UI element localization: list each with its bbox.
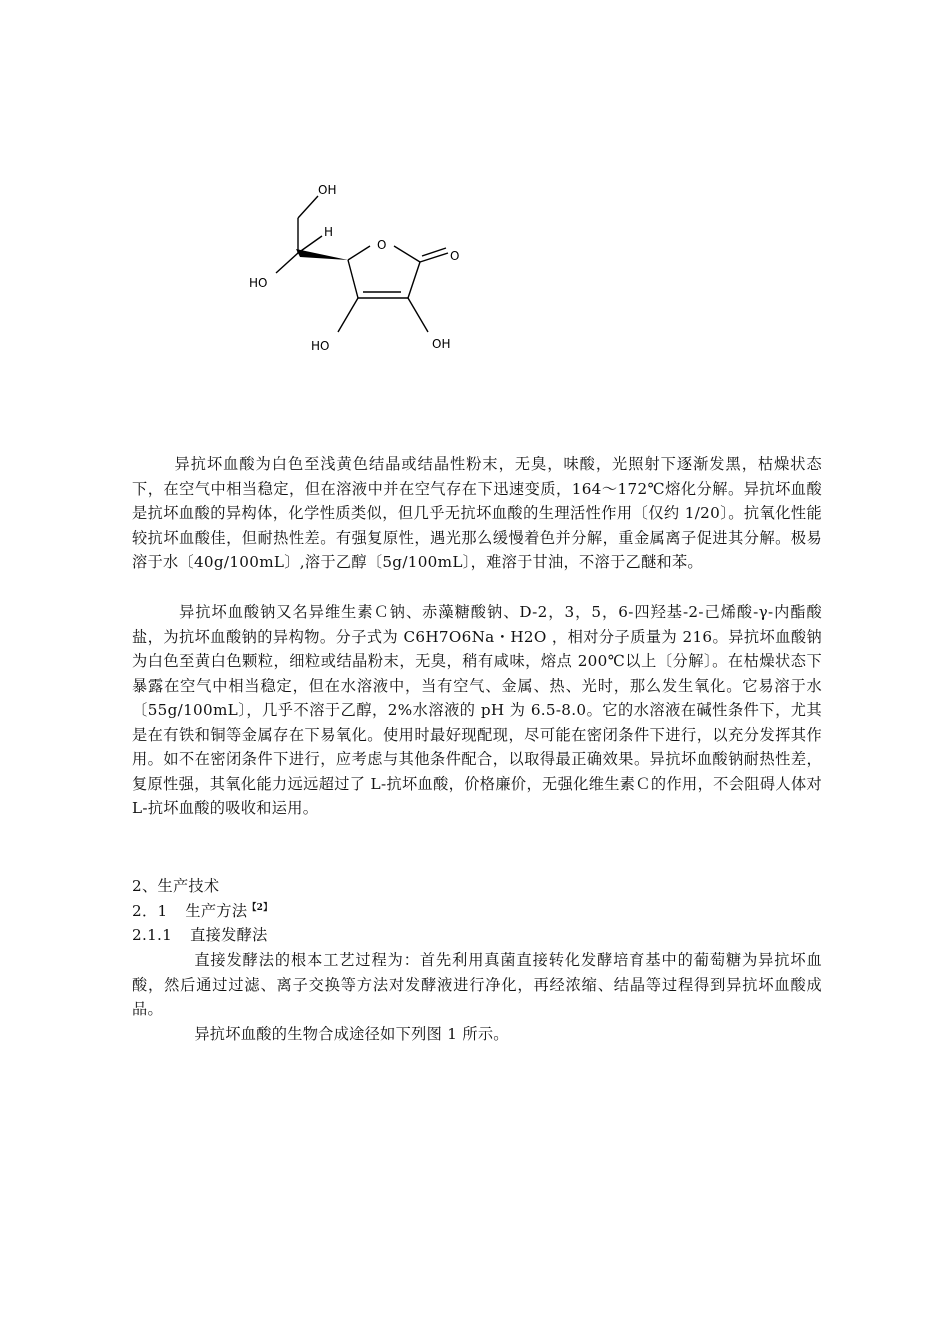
erythorbic-acid-structure: [240, 170, 480, 360]
subsubsection-number: 2.1.1: [132, 926, 173, 944]
bond-c2-oh: [408, 298, 428, 332]
subsection-heading: [132, 899, 822, 924]
subsubsection-heading: [132, 923, 822, 948]
paragraph-sodium-erythorbate: [132, 600, 822, 821]
paragraph-direct-fermentation: [132, 948, 822, 1022]
bond-c1-c2: [408, 262, 420, 298]
paragraph-text: 直接发酵法的根本工艺过程为：首先利用真菌直接转化发酵培育基中的葡萄糖为异抗坏血酸，然后通过过滤、离子交换等方法对发酵液进行净化，再经浓缩、结晶等过程得到异抗坏血酸成品。: [132, 951, 822, 1018]
bond-c3-c4: [348, 260, 358, 298]
label-ho-left: HO: [249, 276, 268, 290]
bond-c5-h: [298, 236, 322, 253]
bond-c4-o1: [348, 246, 370, 260]
label-oh-bottom-right: OH: [432, 337, 451, 351]
bond-c5-oh: [276, 253, 298, 273]
label-ho-bottom-left: HO: [311, 339, 330, 353]
paragraph-erythorbic-acid: [132, 452, 822, 575]
citation-ref: 【2】: [247, 902, 273, 913]
subsection-title: 生产方法: [185, 902, 248, 920]
paragraph-text: 异抗坏血酸的生物合成途径如下列图 1 所示。: [194, 1025, 509, 1043]
wedge-bond: [296, 249, 348, 260]
subsection-number: 2．1: [132, 902, 168, 920]
paragraph-figure-reference: [132, 1022, 822, 1047]
label-o-carbonyl: O: [450, 249, 460, 263]
label-oh-top: OH: [318, 183, 337, 197]
section-heading-text: 2、生产技术: [132, 877, 220, 895]
bond-c6-oh: [298, 196, 318, 218]
bond-carbonyl: [420, 253, 448, 262]
paragraph-text: 异抗坏血酸为白色至浅黄色结晶或结晶性粉末，无臭，味酸，光照射下逐渐发黑，枯燥状态下，在空气中相当稳定，但在溶液中并在空气存在下迅速变质，164～172℃熔化分解。异抗坏血酸是抗坏血酸的异构体，化学性质类似，但几乎无抗坏血酸的生理活性作用〔仅约 1/20〕。抗氧化性能较抗坏血酸佳，但耐热性差。有强复原性，遇光那么缓慢着色并分解，重金属离子促进其分解。极易溶于水〔40g/100mL〕,溶于乙醇〔5g/100mL〕，难溶于甘油，不溶于乙醚和苯。: [132, 455, 822, 571]
bond-o1-c1: [394, 246, 420, 262]
subsubsection-title: 直接发酵法: [190, 926, 268, 944]
bond-c3-oh: [338, 298, 358, 332]
label-h: H: [324, 225, 334, 239]
label-o-ring: O: [377, 238, 387, 252]
paragraph-text: 异抗坏血酸钠又名异维生素Ｃ钠、赤藻糖酸钠、D-2，3，5，6-四羟基-2-己烯酸-γ-内酯酸盐，为抗坏血酸钠的异构物。分子式为 C6H7O6Na・H2O ，相对分子质量为 216。异抗坏血酸钠为白色至黄白色颗粒，细粒或结晶粉末，无臭，稍有咸味，熔点 200℃以上〔分解〕。在枯燥状态下暴露在空气中相当稳定，但在水溶液中，当有空气、金属、热、光时，那么发生氧化。它易溶于水〔55g/100mL〕，几乎不溶于乙醇，2%水溶液的 pH 为 6.5-8.0。它的水溶液在碱性条件下，尤其是在有铁和铜等金属存在下易氧化。使用时最好现配现，尽可能在密闭条件下进行，以充分发挥其作用。如不在密闭条件下进行，应考虑与其他条件配合，以取得最正确效果。异抗坏血酸钠耐热性差，复原性强，其氧化能力远远超过了 L-抗坏血酸，价格廉价，无强化维生素Ｃ的作用，不会阻碍人体对 L-抗坏血酸的吸收和运用。: [132, 603, 822, 817]
section-heading: [132, 874, 822, 899]
chemical-structure-figure: [240, 170, 480, 360]
